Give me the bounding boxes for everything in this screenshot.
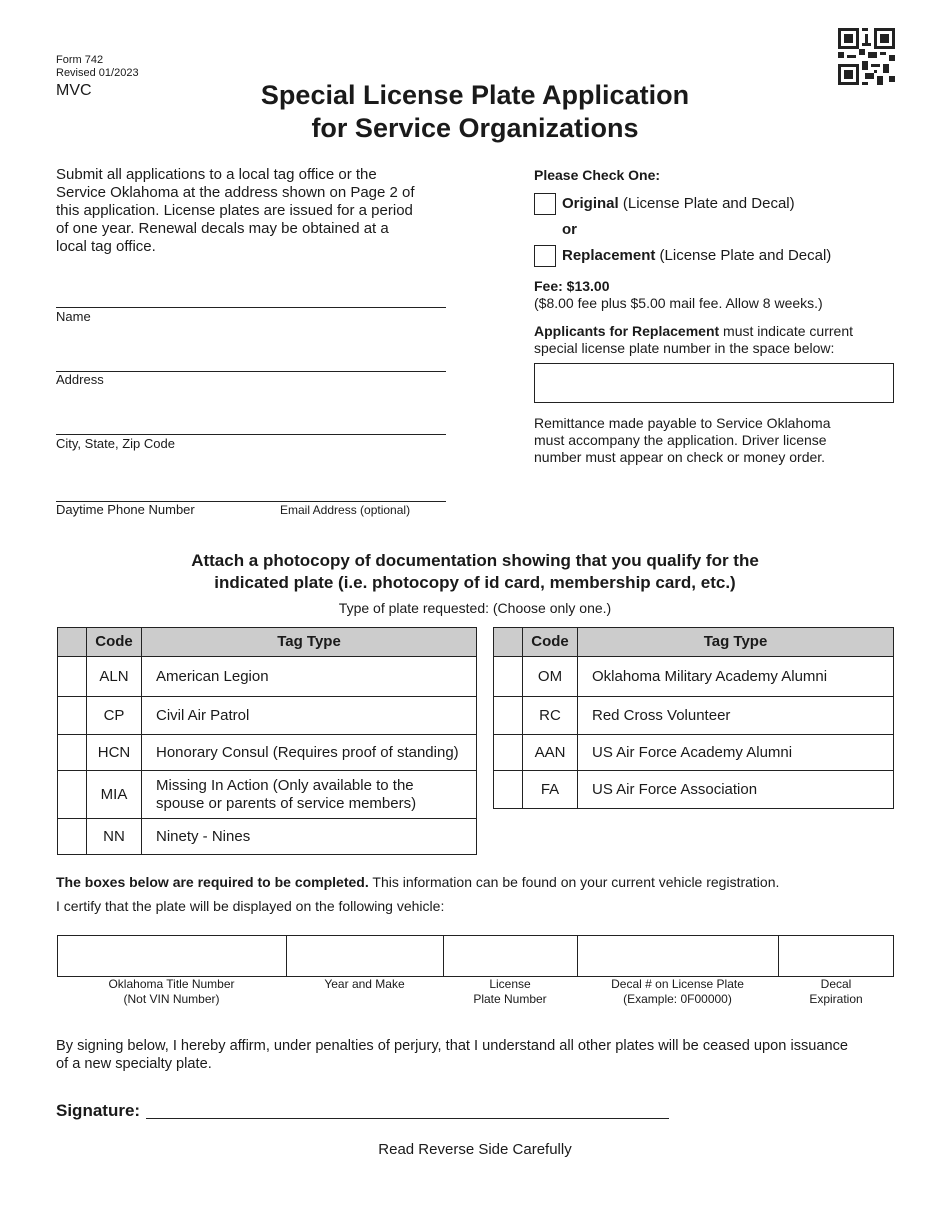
tag-code: CP [87,697,142,735]
tag-code: RC [523,697,578,735]
original-checkbox[interactable] [534,193,556,215]
remittance-note [534,415,904,466]
select-cell[interactable] [494,735,523,771]
affirmation-line: By signing below, I hereby affirm, under penalties of perjury, that I understand all other plates will be ceased upon issuance [56,1038,849,1054]
table-row [494,771,894,809]
decal-expiration-input[interactable] [779,936,894,977]
affirmation [56,1037,926,1073]
current-plate-number-input[interactable] [534,363,894,403]
label-line: Decal # on License Plate [611,977,744,991]
code-column-header: Code [523,628,578,657]
remittance-line: Remittance made payable to Service Oklahoma [534,415,831,431]
tag-type-column-header: Tag Type [578,628,894,657]
name-label: Name [56,309,91,324]
table-row [58,771,477,819]
tag-code: MIA [87,771,142,819]
license-plate-label [443,977,577,1007]
year-make-input[interactable] [287,936,444,977]
decal-expiration-label [778,977,894,1007]
title-line-2: for Service Organizations [311,113,639,143]
tag-table-header [494,628,894,657]
license-plate-number-input[interactable] [444,936,578,977]
required-notice [56,874,916,891]
tag-code: AAN [523,735,578,771]
code-column-header: Code [87,628,142,657]
fee-label: Fee: $13.00 [534,278,610,294]
select-cell[interactable] [58,819,87,855]
replacement-note [534,323,904,357]
signature-field[interactable] [146,1118,669,1119]
tag-type: Honorary Consul (Requires proof of standing) [142,735,477,771]
required-notice-bold: The boxes below are required to be completed. [56,874,369,890]
select-column-header [58,628,87,657]
signature-label: Signature: [56,1101,141,1120]
tag-type-line: spouse or parents of service members) [156,794,417,812]
or-label: or [562,221,577,238]
original-label: Original [562,195,619,212]
label-line: License [489,977,531,991]
label-line: (Not VIN Number) [123,992,220,1006]
label-line: Oklahoma Title Number [108,977,235,991]
remittance-line: must accompany the application. Driver license [534,432,827,448]
replacement-checkbox[interactable] [534,245,556,267]
attach-line: Attach a photocopy of documentation showing that you qualify for the [191,551,759,570]
phone-label: Daytime Phone Number [56,502,195,517]
tag-type: Red Cross Volunteer [578,697,894,735]
decal-number-label [577,977,778,1007]
required-notice-rest: This information can be found on your current vehicle registration. [368,874,780,890]
tag-code: FA [523,771,578,809]
revised-date: Revised 01/2023 [56,67,139,79]
instructions [56,166,456,256]
label-line: Plate Number [473,992,547,1006]
tag-code: HCN [87,735,142,771]
email-label: Email Address (optional) [280,503,411,517]
year-make-label: Year and Make [324,977,405,991]
original-option [562,195,795,213]
replacement-note-line: special license plate number in the space below: [534,340,835,356]
title-number-input[interactable] [58,936,287,977]
instructions-line: of one year. Renewal decals may be obtained at a [56,220,389,237]
agency-label: MVC [56,82,92,99]
form-number: Form 742 [56,54,104,66]
decal-number-input[interactable] [578,936,779,977]
certify-statement: I certify that the plate will be displayed on the following vehicle: [56,898,445,914]
select-cell[interactable] [494,771,523,809]
label-line: Decal [820,977,852,991]
qr-code-icon [838,28,895,85]
address-label: Address [56,372,104,387]
fee-detail: ($8.00 fee plus $5.00 mail fee. Allow 8 weeks.) [534,295,823,311]
tag-type: US Air Force Association [578,771,894,809]
vehicle-info-table [57,935,894,977]
table-row [494,735,894,771]
select-column-header [494,628,523,657]
footer-note: Read Reverse Side Carefully [378,1141,572,1158]
city-state-zip-field[interactable] [56,434,446,435]
label-line: Expiration [809,992,863,1006]
attach-line: indicated plate (i.e. photocopy of id card, membership card, etc.) [214,573,736,592]
check-one-heading: Please Check One: [534,167,661,183]
replacement-label: Replacement [562,247,656,264]
tag-type-line: Missing In Action (Only available to the [156,776,414,794]
remittance-line: number must appear on check or money order. [534,449,826,465]
tag-type: Oklahoma Military Academy Alumni [578,657,894,697]
tag-type: US Air Force Academy Alumni [578,735,894,771]
plate-type-instruction: Type of plate requested: (Choose only one.) [338,600,612,616]
original-detail: (License Plate and Decal) [618,195,795,212]
instructions-line: this application. License plates are issued for a period [56,202,413,219]
select-cell[interactable] [58,771,87,819]
table-row [494,697,894,735]
tag-table-left [57,627,477,855]
tag-code: NN [87,819,142,855]
select-cell[interactable] [58,735,87,771]
tag-type: Ninety - Nines [142,819,477,855]
table-row [58,697,477,735]
table-row [494,657,894,697]
address-field[interactable] [56,371,446,372]
tag-code: OM [523,657,578,697]
affirmation-line: of a new specialty plate. [56,1056,212,1072]
instructions-line: local tag office. [56,238,156,255]
replacement-note-bold: Applicants for Replacement [534,323,720,339]
tag-type [142,771,477,819]
title-number-label [57,977,286,1007]
select-cell[interactable] [58,697,87,735]
tag-type-column-header: Tag Type [142,628,477,657]
tag-type: Civil Air Patrol [142,697,477,735]
table-row [58,735,477,771]
select-cell[interactable] [494,697,523,735]
select-cell[interactable] [494,657,523,697]
attach-notice [75,550,875,594]
label-line: (Example: 0F00000) [623,992,732,1006]
name-field[interactable] [56,307,446,308]
instructions-line: Submit all applications to a local tag office or the [56,166,377,183]
instructions-line: Service Oklahoma at the address shown on Page 2 of [56,184,415,201]
tag-code: ALN [87,657,142,697]
tag-table-right [493,627,894,809]
replacement-detail: (License Plate and Decal) [655,247,832,264]
tag-table-header [58,628,477,657]
page-title [175,79,775,145]
select-cell[interactable] [58,657,87,697]
table-row [58,657,477,697]
tag-type: American Legion [142,657,477,697]
city-state-zip-label: City, State, Zip Code [56,436,175,451]
replacement-option [562,247,831,265]
replacement-note-rest: must indicate current [719,323,853,339]
table-row [58,819,477,855]
title-line-1: Special License Plate Application [260,80,690,110]
